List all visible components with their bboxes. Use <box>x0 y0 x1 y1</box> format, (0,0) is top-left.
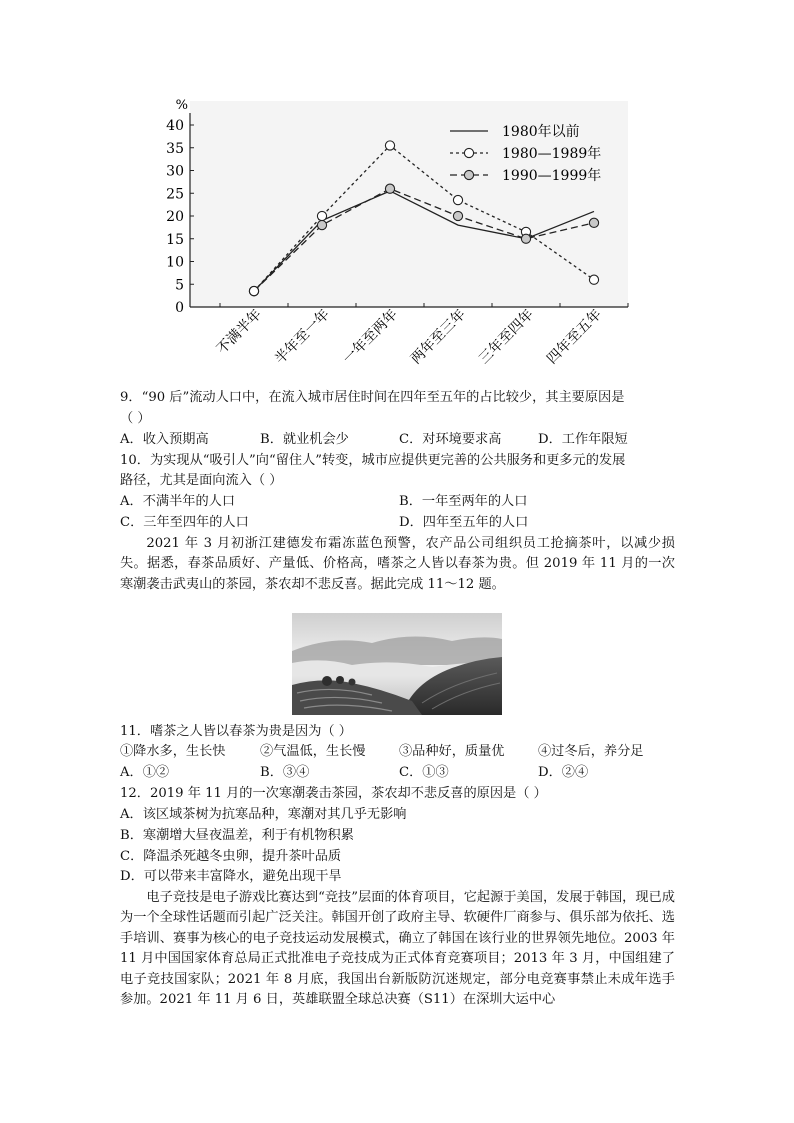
line-chart <box>150 95 640 385</box>
y-tick-label: 25 <box>166 186 184 203</box>
data-point <box>589 275 598 284</box>
y-tick-label: 10 <box>166 254 184 271</box>
tea-plantation-photo <box>292 613 502 715</box>
data-point <box>453 195 462 204</box>
y-tick-label: 35 <box>166 140 184 157</box>
y-tick-label: 20 <box>166 209 184 225</box>
data-point <box>317 211 326 220</box>
legend-marker <box>464 170 473 179</box>
q12-option-d[interactable]: D．可以带来丰富降水，避免出现干旱 <box>120 869 342 884</box>
q10-option-d[interactable]: D．四年至五年的人口 <box>399 515 529 530</box>
passage-tea: 2021 年 3 月初浙江建德发布霜冻蓝色预警，农产品公司组织员工抢摘茶叶，以减少损失。据悉，春茶品质好、产量低、价格高，嗜茶之人皆以春茶为贵。但 2019 年 11 月的一次寒潮袭击武夷山的茶园，茶农却不悲反喜。据此完成 11～12 题。 <box>120 536 675 592</box>
q11-option-d[interactable]: D．②④ <box>538 765 589 780</box>
x-tick-label: 一年至两年 <box>340 306 401 368</box>
q9-paren: （ ） <box>120 411 151 426</box>
legend-label: 1990—1999年 <box>502 168 602 184</box>
q10-option-c[interactable]: C．三年至四年的人口 <box>120 515 249 530</box>
q10-stem-line1: 10．为实现从“吸引人”向“留住人”转变，城市应提供更完善的公共服务和更多元的发展 <box>120 453 626 468</box>
data-point <box>521 234 530 243</box>
q10-option-b[interactable]: B．一年至两年的人口 <box>399 494 528 509</box>
data-point <box>249 286 258 295</box>
x-tick-label: 两年至三年 <box>408 306 469 368</box>
q11-option-b[interactable]: B．③④ <box>260 765 310 780</box>
q12-stem: 12．2019 年 11 月的一次寒潮袭击茶园，茶农却不悲反喜的原因是（ ） <box>120 786 547 801</box>
q9-stem: 9．“90 后”流动人口中，在流入城市居住时间在四年至五年的占比较少，其主要原因是 <box>120 390 625 405</box>
y-axis-unit: % <box>175 98 188 113</box>
q11-statement-3: ③品种好，质量优 <box>399 744 505 759</box>
q9-option-b[interactable]: B．就业机会少 <box>260 432 349 447</box>
chart-svg <box>150 95 640 385</box>
q12-option-c[interactable]: C．降温杀死越冬虫卵，提升茶叶品质 <box>120 849 342 864</box>
legend-label: 1980—1989年 <box>502 146 602 162</box>
q11-statement-2: ②气温低，生长慢 <box>260 744 366 759</box>
data-point <box>317 221 326 230</box>
q9-option-c[interactable]: C．对环境要求高 <box>399 432 502 447</box>
y-tick-label: 30 <box>166 163 184 180</box>
legend-label: 1980年以前 <box>502 124 580 140</box>
x-tick-label: 半年至一年 <box>272 306 333 368</box>
q12-option-a[interactable]: A．该区域茶树为抗寒品种，寒潮对其几乎无影响 <box>120 807 407 822</box>
y-tick-label: 15 <box>166 231 184 248</box>
q9-option-d[interactable]: D．工作年限短 <box>538 432 628 447</box>
data-point <box>385 184 394 193</box>
data-point <box>385 141 394 150</box>
passage-esports: 电子竞技是电子游戏比赛达到“竞技”层面的体育项目，它起源于美国，发展于韩国，现已成为一个全球性话题而引起广泛关注。韩国开创了政府主导、软硬件厂商参与、俱乐部为依托、选手培训、赛事为核心的电子竞技运动发展模式，确立了韩国在该行业的世界领先地位。2003 年 11 月中国国家体育总局正式批准电子竞技成为正式体育竞赛项目；2013 年 3 月，中国组建了电子竞技国家队；2021 年 8 月底，我国出台新版防沉迷规定，部分电竞赛事禁止未成年选手参加。2021 年 11 月 6 日，英雄联盟全球总决赛（S11）在深圳大运中心 <box>120 890 675 1008</box>
data-point <box>453 211 462 220</box>
x-tick-label: 四年至五年 <box>544 306 605 368</box>
data-point <box>589 218 598 227</box>
q10-stem-line2: 路径，尤其是面向流入（ ） <box>120 473 283 488</box>
q11-option-a[interactable]: A．①② <box>120 765 170 780</box>
x-tick-label: 三年至四年 <box>476 306 537 368</box>
y-tick-label: 40 <box>166 118 184 134</box>
q11-statement-4: ④过冬后，养分足 <box>538 744 644 759</box>
legend-marker <box>464 148 473 157</box>
q9-option-a[interactable]: A．收入预期高 <box>120 432 209 447</box>
q11-statement-1: ①降水多，生长快 <box>120 744 226 759</box>
x-tick-label: 不满半年 <box>213 306 265 358</box>
q10-option-a[interactable]: A．不满半年的人口 <box>120 494 236 509</box>
q11-option-c[interactable]: C．①③ <box>399 765 449 780</box>
q12-option-b[interactable]: B．寒潮增大昼夜温差，利于有机物积累 <box>120 828 354 843</box>
y-tick-label: 5 <box>175 277 184 294</box>
q11-stem: 11．嗜茶之人皆以春茶为贵是因为（ ） <box>120 724 352 739</box>
y-tick-label: 0 <box>175 300 184 316</box>
